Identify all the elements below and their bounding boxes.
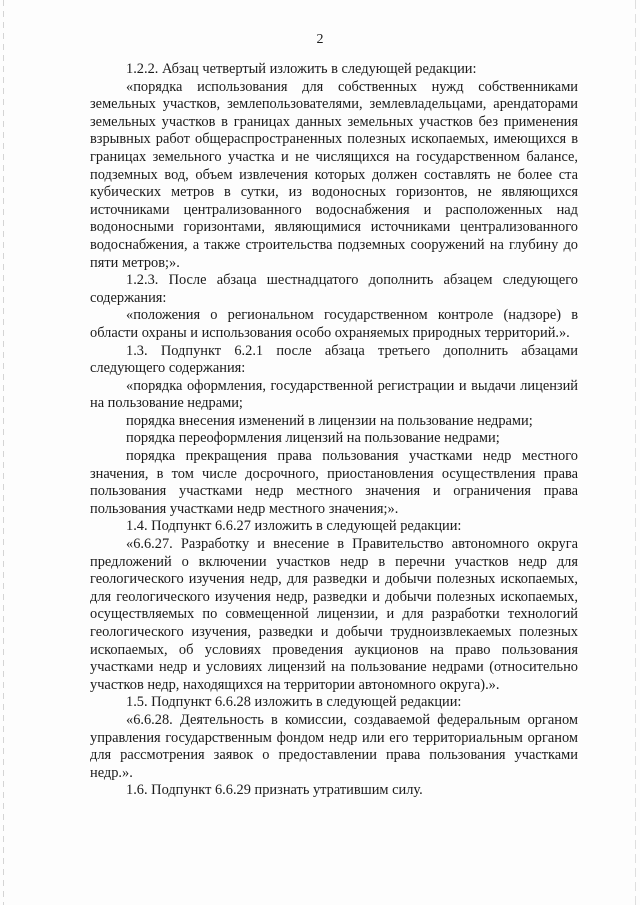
paragraph-1-5-text: «6.6.28. Деятельность в комиссии, создаваемой федеральным органом управления государственным фондом недр или его территориальным органом для рассмотрения заявок о предоставлении права пользования участками недр.». — [90, 711, 578, 781]
document-body — [90, 61, 578, 800]
paragraph-1-2-3: 1.2.3. После абзаца шестнадцатого дополнить абзацем следующего содержания: — [90, 272, 578, 306]
paragraph-1-3-item-3: порядка переоформления лицензий на пользование недрами; — [126, 430, 500, 447]
paragraph-1-5: 1.5. Подпункт 6.6.28 изложить в следующей редакции: — [126, 694, 462, 711]
paragraph-1-3: 1.3. Подпункт 6.2.1 после абзаца третьего дополнить абзацами следующего содержания: — [90, 342, 578, 377]
paragraph-1-2-3-text: «положения о региональном государственном контроле (надзоре) в области охраны и использования особо охраняемых природных территорий.». — [90, 307, 578, 341]
scan-edge-right — [635, 0, 636, 905]
paragraph-1-4: 1.4. Подпункт 6.6.27 изложить в следующей редакции: — [126, 518, 462, 535]
paragraph-1-6: 1.6. Подпункт 6.6.29 признать утратившим силу. — [126, 782, 423, 799]
paragraph-1-3-item-1: «порядка оформления, государственной регистрации и выдачи лицензий на пользование недрами; — [90, 377, 578, 412]
paragraph-1-3-item-2: порядка внесения изменений в лицензии на пользование недрами; — [126, 412, 533, 429]
paragraph-1-2-2-text: «порядка использования для собственных нужд собственниками земельных участков, землепользователями, землевладельцами, арендаторами земельных участков в границах данных земельных участков без применения взрывных работ общераспространенных полезных ископаемых, имеющихся в границах земельного участка и не числящихся на государственном балансе, подземных вод, объем извлечения которых должен составлять не более ста кубических метров в сутки, из водоносных горизонтов, не являющихся источниками централизованного водоснабжения и расположенных над водоносными горизонтами, являющимися источниками централизованного водоснабжения, а также строительства подземных сооружений на глубину до пяти метров;». — [90, 78, 578, 271]
page-number: 2 — [316, 32, 324, 47]
scan-edge-left — [3, 0, 4, 905]
paragraph-1-3-item-4: порядка прекращения права пользования участками недр местного значения, в том числе досрочного, приостановления осуществления права пользования участками недр местного значения и ограничения права пользования участками недр местного значения;». — [90, 448, 578, 517]
paragraph-1-4-text: «6.6.27. Разработку и внесение в Правительство автономного округа предложений о включении участков недр в перечни участков недр для геологического изучения недр, для разведки и добычи полезных ископаемых, для геологического изучения недр, разведки и добычи полезных ископаемых, осуществляемых по совмещенной лицензии, и для разработки технологий геологического изучения, разведки и добычи трудноизвлекаемых полезных ископаемых, об условиях проведения аукционов на право пользования участками недр и условиях лицензий на пользование недрами (относительно участков недр, находящихся на территории автономного округа).». — [90, 536, 578, 693]
paragraph-1-2-2: 1.2.2. Абзац четвертый изложить в следующей редакции: — [126, 61, 477, 77]
